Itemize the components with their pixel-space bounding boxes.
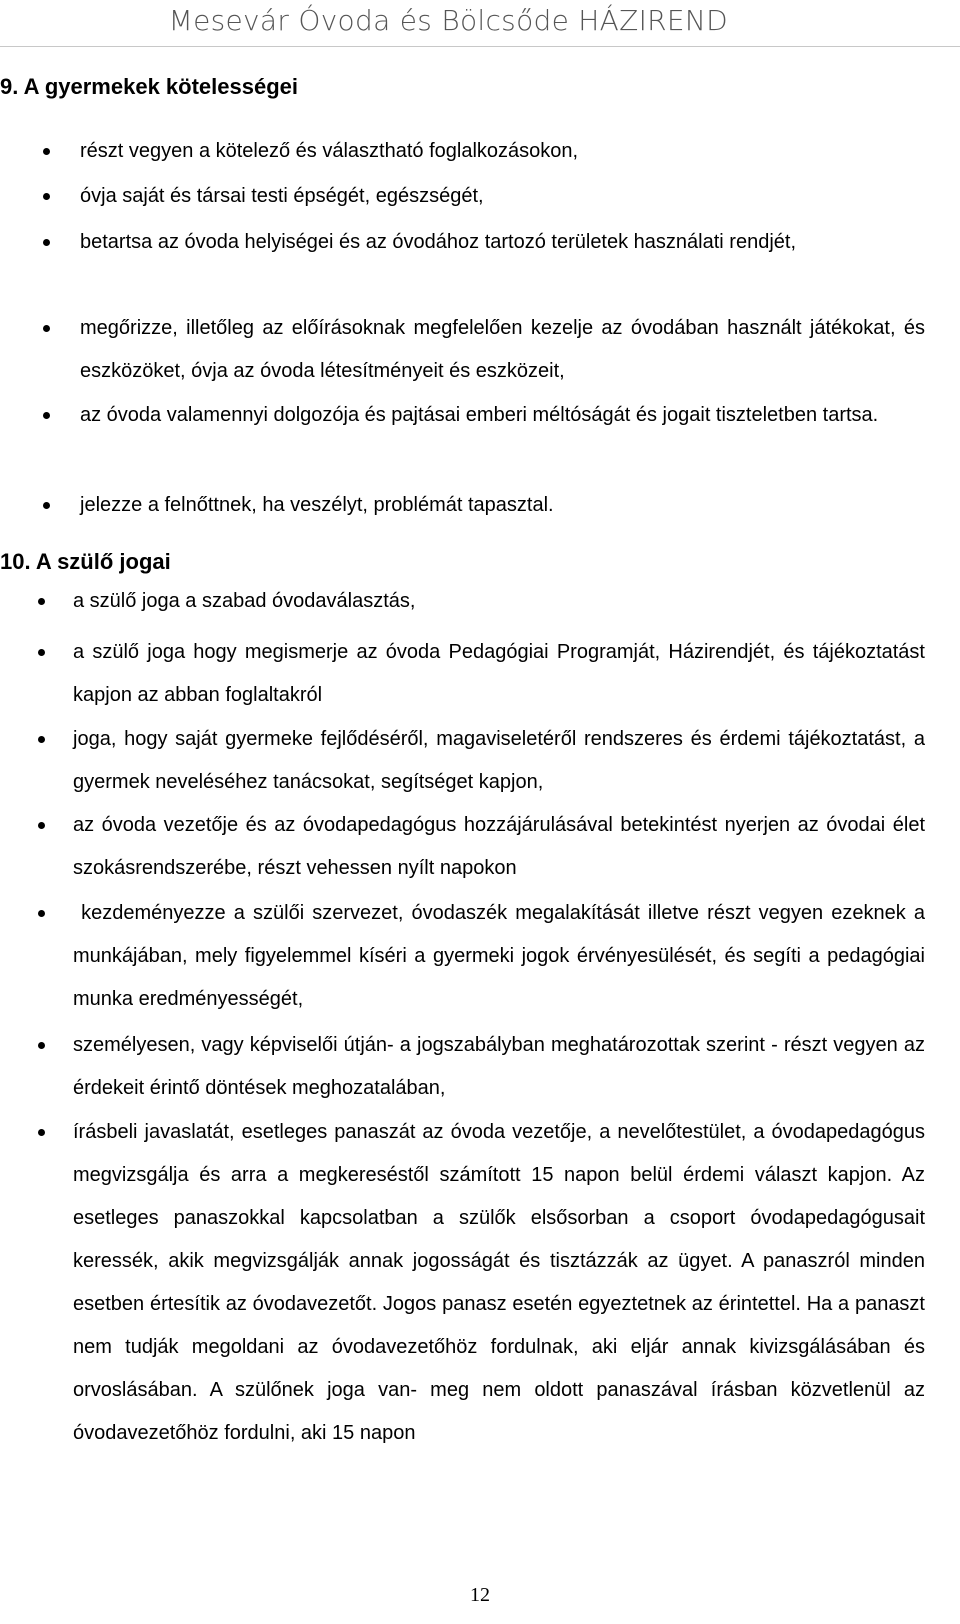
list-item-text: írásbeli javaslatát, esetleges panaszát az óvoda vezetője, a nevelőtestület, a óvodapedagógus megvizsgálja és arra a megkereséstől számított 15 napon belül érdemi választ kapjon. Az esetleges panaszokkal kapcsolatban a szülők elsősorban a csoport óvodapedagógusait keressék, akik megvizsgálják annak jogosságát és tisztázzák az ügyet. A panaszról minden esetben értesítik az óvodavezetőt. Jogos panasz esetén egyeztetnek az érintettel. Ha a panaszt nem tudják megoldani az óvodavezetőhöz fordulnak, aki eljár annak kivizsgálásában és orvoslásában. A szülőnek joga van- meg nem oldott panaszával írásban közvetlenül az óvodavezetőhöz fordulni, aki 15 napon [73, 1121, 925, 1444]
header-rule [0, 46, 960, 47]
list-item-text: megőrizze, illetőleg az előírásoknak megfelelően kezelje az óvodában használt játékokat, és eszközöket, óvja az óvoda létesítményeit és eszközeit, [80, 317, 925, 382]
section-heading-10: 10. A szülő jogai [0, 549, 171, 574]
bullet-icon [38, 649, 45, 656]
list-item-text: személyesen, vagy képviselői útján- a jogszabályban meghatározottak szerint - részt vegyen az érdekeit érintő döntések meghozatalában, [73, 1034, 925, 1099]
running-header: Mesevár Óvoda és Bölcsőde HÁZIREND [168, 4, 728, 37]
list-item-text: jelezze a felnőttnek, ha veszélyt, problémát tapasztal. [80, 494, 554, 516]
bullet-icon [43, 148, 50, 155]
bullet-icon [38, 1129, 45, 1136]
list-item-text: az óvoda valamennyi dolgozója és pajtásai emberi méltóságát és jogait tiszteletben tartsa. [80, 404, 879, 426]
bullet-icon [38, 1042, 45, 1049]
section-heading-9: 9. A gyermekek kötelességei [0, 74, 298, 99]
bullet-icon [38, 736, 45, 743]
list-item-text: betartsa az óvoda helyiségei és az óvodához tartozó területek használati rendjét, [80, 231, 796, 253]
bullet-icon [43, 239, 50, 246]
bullet-icon [43, 325, 50, 332]
list-item-text: részt vegyen a kötelező és választható foglalkozásokon, [80, 140, 579, 162]
list-item-text: a szülő joga a szabad óvodaválasztás, [73, 590, 416, 612]
list-item-text: joga, hogy saját gyermeke fejlődéséről, magaviseletéről rendszeres és érdemi tájékoztatást, a gyermek neveléséhez tanácsokat, segítséget kapjon, [73, 728, 925, 793]
bullet-icon [43, 412, 50, 419]
bullet-icon [38, 910, 45, 917]
bullet-icon [43, 502, 50, 509]
list-item-text: kezdeményezze a szülői szervezet, óvodaszék megalakítását illetve részt vegyen ezeknek a munkájában, mely figyelemmel kíséri a gyermeki jogok érvényesülését, és segíti a pedagógiai munka eredményességét, [73, 902, 931, 1010]
list-item-text: a szülő joga hogy megismerje az óvoda Pedagógiai Programját, Házirendjét, és tájékoztatást kapjon az abban foglaltakról [73, 641, 925, 706]
bullet-icon [43, 193, 50, 200]
bullet-icon [38, 822, 45, 829]
bullet-icon [38, 598, 45, 605]
list-item-text: óvja saját és társai testi épségét, egészségét, [80, 185, 484, 207]
page-number: 12 [470, 1584, 490, 1606]
list-item-text: az óvoda vezetője és az óvodapedagógus hozzájárulásával betekintést nyerjen az óvodai élet szokásrendszerébe, részt vehessen nyílt napokon [73, 814, 925, 879]
